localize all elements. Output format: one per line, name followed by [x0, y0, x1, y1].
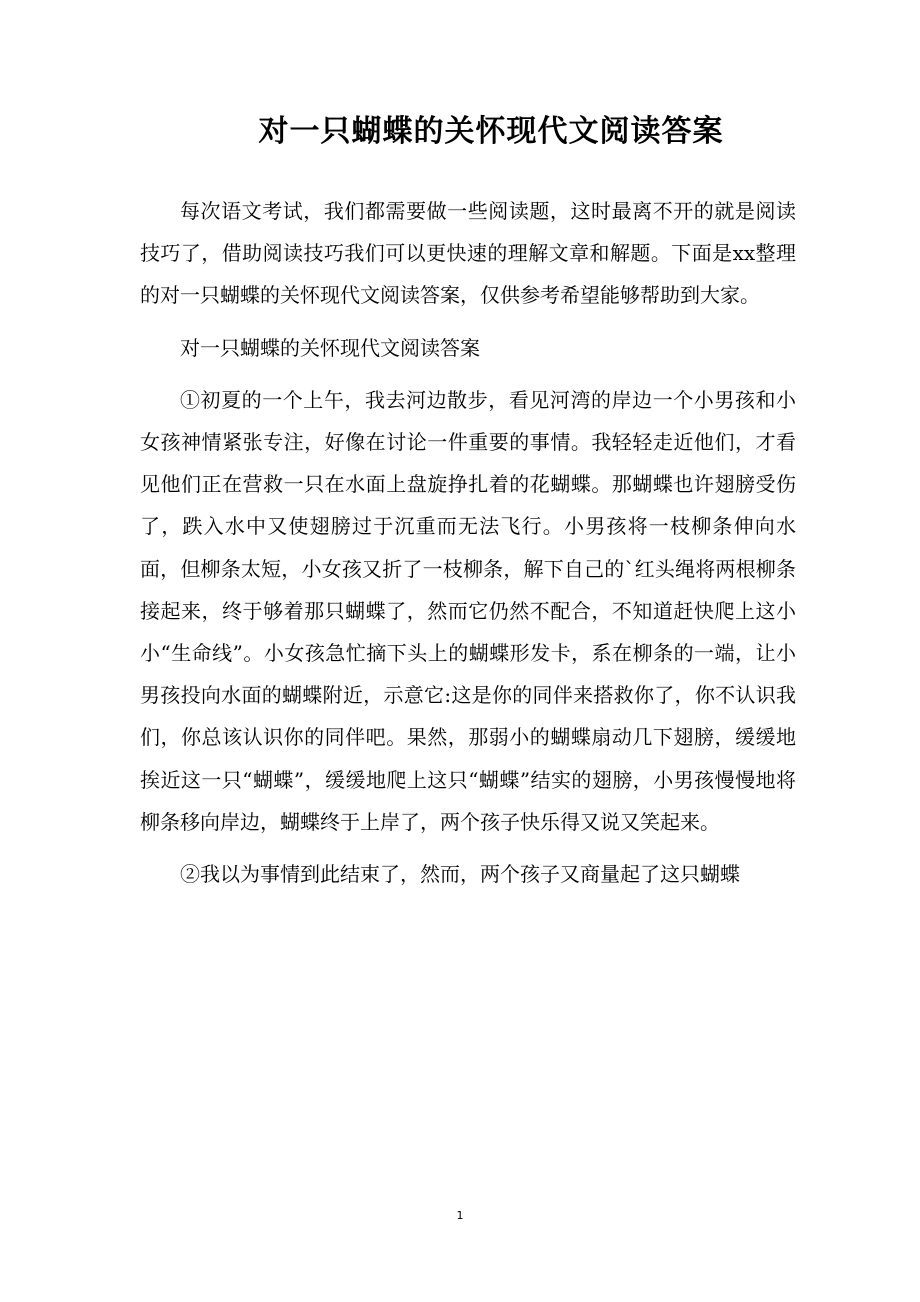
page-number: 1 — [456, 1209, 464, 1222]
document-title: 对一只蝴蝶的关怀现代文阅读答案 — [258, 114, 724, 149]
section-heading: 对一只蝴蝶的关怀现代文阅读答案 — [180, 335, 480, 360]
story-paragraph-1: ①初夏的一个上午，我去河边散步，看见河湾的岸边一个小男孩和小女孩神情紧张专注，好像在讨论一件重要的事情。我轻轻走近他们，才看见他们正在营救一只在水面上盘旋挣扎着的花蝴蝶。那蝴蝶也许翅膀受伤了，跌入水中又使翅膀过于沉重而无法飞行。小男孩将一枝柳条伸向水面，但柳条太短，小女孩又折了一枝柳条，解下自己的`红头绳将两根柳条接起来，终于够着那只蝴蝶了，然而它仍然不配合，不知道赶快爬上这小小“生命线”。小女孩急忙摘下头上的蝴蝶形发卡，系在柳条的一端，让小男孩投向水面的蝴蝶附近，示意它:这是你的同伴来搭救你了，你不认识我们，你总该认识你的同伴吧。果然，那弱小的蝴蝶扇动几下翅膀，缓缓地挨近这一只“蝴蝶”，缓缓地爬上这只“蝴蝶”结实的翅膀，小男孩慢慢地将柳条移向岸边，蝴蝶终于上岸了，两个孩子快乐得又说又笑起来。 — [140, 387, 796, 834]
document-body — [140, 190, 796, 905]
intro-paragraph: 每次语文考试，我们都需要做一些阅读题，这时最离不开的就是阅读技巧了，借助阅读技巧我们可以更快速的理解文章和解题。下面是xx整理的对一只蝴蝶的关怀现代文阅读答案，仅供参考希望能够帮助到大家。 — [140, 199, 796, 308]
story-paragraph-2: ②我以为事情到此结束了，然而，两个孩子又商量起了这只蝴蝶 — [180, 862, 740, 887]
